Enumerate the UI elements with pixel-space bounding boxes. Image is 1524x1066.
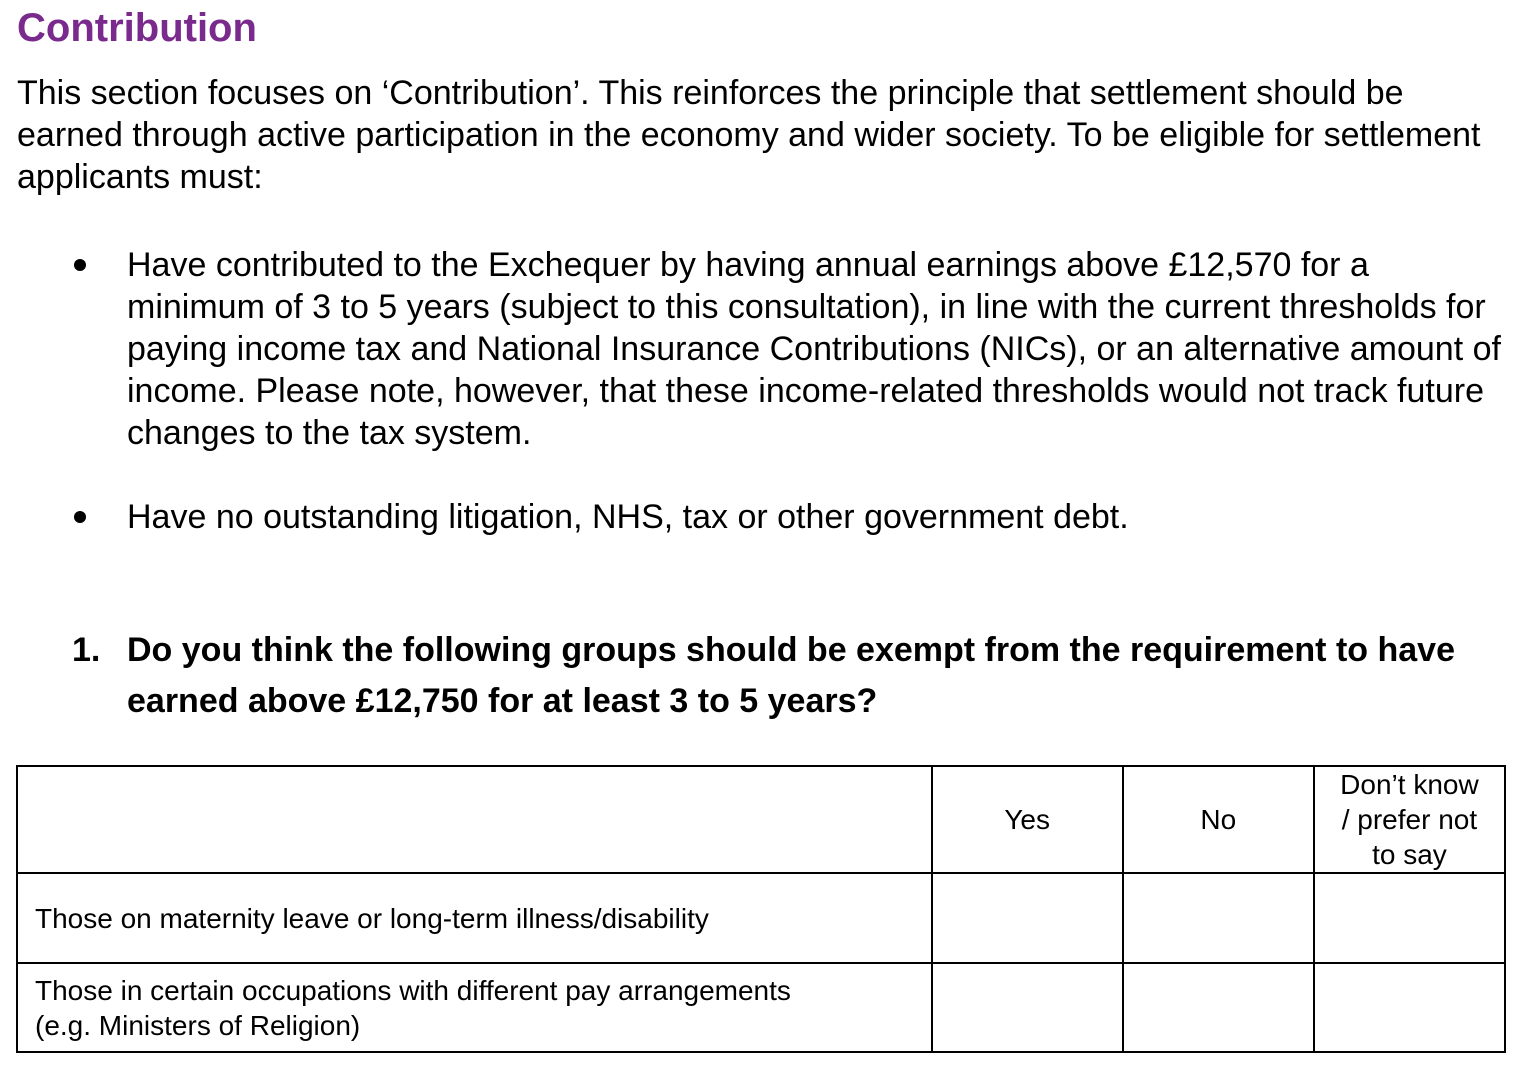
answer-cell-maternity-yes[interactable]	[932, 873, 1123, 963]
answer-cell-occupations-yes[interactable]	[932, 963, 1123, 1052]
eligibility-list	[0, 244, 1510, 580]
bullet-icon	[74, 259, 86, 271]
row-label-occupations	[17, 963, 932, 1052]
answer-cell-maternity-no[interactable]	[1123, 873, 1314, 963]
intro-paragraph: This section focuses on ‘Contribution’. This reinforces the principle that settlement should be earned through active participation in the economy and wider society. To be eligible for settlement applicants must:	[17, 74, 1481, 196]
row-label-text-line-2: (e.g. Ministers of Religion)	[35, 1009, 361, 1041]
table-row	[17, 963, 1505, 1052]
header-yes-label: Yes	[1004, 804, 1051, 835]
section-title: Contribution	[17, 6, 257, 50]
header-dont-know-line-2: / prefer not	[1341, 804, 1478, 835]
bullet-icon	[74, 511, 86, 523]
answer-cell-maternity-dont-know[interactable]	[1314, 873, 1505, 963]
question-text: Do you think the following groups should be exempt from the requirement to have earned above £12,750 for at least 3 to 5 years?	[127, 631, 1455, 720]
header-no-label: No	[1200, 804, 1237, 835]
answer-cell-occupations-no[interactable]	[1123, 963, 1314, 1052]
row-label-text-line-1: Those in certain occupations with different pay arrangements	[35, 974, 791, 1006]
exemption-table	[16, 765, 1506, 1053]
eligibility-item-text: Have no outstanding litigation, NHS, tax or other government debt.	[127, 498, 1129, 536]
table-row	[17, 873, 1505, 963]
header-yes	[932, 766, 1123, 873]
header-dont-know-line-1: Don’t know	[1340, 769, 1479, 800]
question-number: 1.	[72, 631, 101, 669]
answer-cell-occupations-dont-know[interactable]	[1314, 963, 1505, 1052]
header-dont-know-line-3: to say	[1372, 839, 1447, 870]
header-no	[1123, 766, 1314, 873]
header-dont-know	[1314, 766, 1505, 873]
eligibility-item-earnings	[0, 244, 1510, 454]
question-1	[0, 625, 1510, 727]
eligibility-item-text: Have contributed to the Exchequer by having annual earnings above £12,570 for a minimum of 3 to 5 years (subject to this consultation), in line with the current thresholds for paying income tax and National Insurance Contributions (NICs), or an alternative amount of income. Please note, however, that these income-related thresholds would not track future changes to the tax system.	[127, 246, 1501, 452]
row-label-text: Those on maternity leave or long-term illness/disability	[35, 902, 709, 934]
row-label-maternity	[17, 873, 932, 963]
header-empty-cell	[17, 766, 932, 873]
eligibility-item-debt	[0, 496, 1510, 538]
table-header-row	[17, 766, 1505, 873]
